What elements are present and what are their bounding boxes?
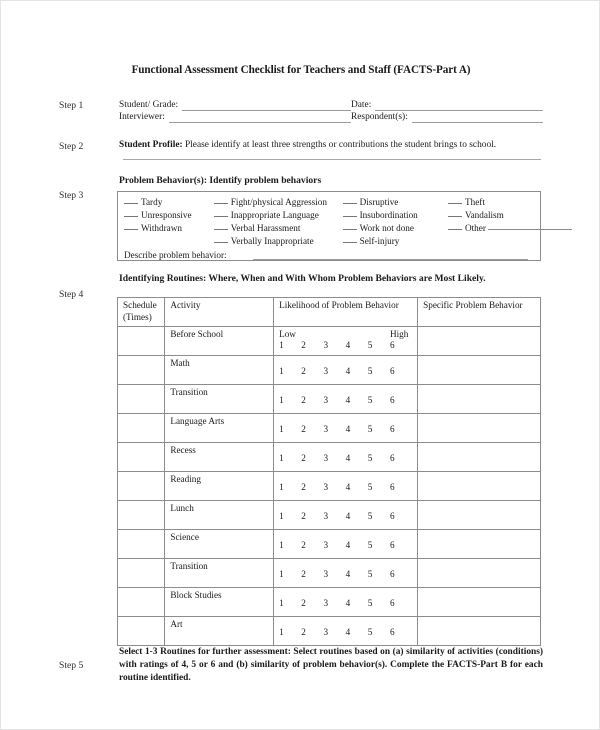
describe-behavior-input[interactable]	[253, 250, 528, 260]
behavior-label: Vandalism	[464, 210, 504, 221]
describe-behavior-row	[124, 250, 534, 260]
student-grade-input[interactable]	[182, 101, 351, 111]
behavior-item-insubordination[interactable]	[343, 209, 448, 222]
scale-anchor-labels	[279, 329, 412, 339]
specific-behavior-cell[interactable]	[418, 414, 541, 443]
interviewer-label: Interviewer:	[119, 112, 165, 122]
rating-option-6[interactable]: 6	[389, 482, 395, 492]
step-3-label: Step 3	[59, 190, 84, 201]
activity-cell: Math	[165, 356, 274, 385]
activity-cell: Reading	[165, 472, 274, 501]
rating-option-3[interactable]: 3	[323, 340, 329, 350]
rating-option-6[interactable]: 6	[389, 598, 395, 608]
checkbox-icon[interactable]	[343, 216, 357, 217]
student-profile-text: Please identify at least three strengths or contributions the student brings to school.	[184, 140, 497, 150]
rating-scale	[279, 627, 412, 637]
date-field[interactable]	[351, 100, 543, 111]
rating-option-4[interactable]: 4	[345, 482, 351, 492]
rating-option-2[interactable]: 2	[301, 453, 306, 463]
likelihood-cell[interactable]	[274, 588, 418, 617]
step-1-label: Step 1	[59, 100, 84, 111]
rating-option-3[interactable]: 3	[323, 395, 329, 405]
table-row	[118, 588, 541, 617]
behavior-item-theft[interactable]	[448, 196, 534, 209]
table-row	[118, 356, 541, 385]
schedule-cell[interactable]	[118, 530, 165, 559]
student-profile-heading: Student Profile:	[119, 140, 183, 150]
behavior-label: Verbal Harassment	[230, 223, 301, 234]
rating-option-1[interactable]: 1	[279, 395, 284, 405]
rating-option-6[interactable]: 6	[389, 511, 395, 521]
specific-behavior-cell[interactable]	[418, 501, 541, 530]
respondents-input[interactable]	[412, 113, 543, 123]
rating-option-2[interactable]: 2	[301, 366, 306, 376]
checkbox-icon[interactable]	[343, 203, 357, 204]
rating-option-4[interactable]: 4	[345, 340, 351, 350]
behavior-item-work-not-done[interactable]	[343, 222, 448, 235]
activity-cell: Transition	[165, 385, 274, 414]
behavior-item-withdrawn[interactable]	[124, 222, 214, 235]
describe-behavior-label: Describe problem behavior:	[124, 250, 227, 261]
routines-table-body	[118, 327, 541, 646]
rating-option-5[interactable]: 5	[367, 340, 373, 350]
rating-option-4[interactable]: 4	[345, 511, 351, 521]
checkbox-icon[interactable]	[214, 203, 228, 204]
rating-option-5[interactable]: 5	[367, 366, 373, 376]
identifying-routines-heading: Identifying Routines: Where, When and With Whom Problem Behaviors are Most Likely.	[119, 273, 486, 284]
behavior-label: Inappropriate Language	[230, 210, 319, 221]
rating-option-1[interactable]: 1	[279, 424, 284, 434]
likelihood-cell[interactable]	[274, 443, 418, 472]
rating-scale	[279, 482, 412, 492]
column-header-schedule	[118, 298, 165, 327]
specific-behavior-cell[interactable]	[418, 356, 541, 385]
rating-option-4[interactable]: 4	[345, 366, 351, 376]
behavior-item-tardy[interactable]	[124, 196, 214, 209]
likelihood-cell[interactable]	[274, 385, 418, 414]
rating-option-4[interactable]: 4	[345, 424, 351, 434]
activity-cell: Transition	[165, 559, 274, 588]
behavior-item-unresponsive[interactable]	[124, 209, 214, 222]
checkbox-icon[interactable]	[124, 203, 138, 204]
scale-spacer	[368, 329, 390, 339]
behavior-column-4	[448, 196, 534, 248]
likelihood-cell[interactable]	[274, 356, 418, 385]
behavior-column-2	[214, 196, 343, 248]
rating-option-4[interactable]: 4	[345, 395, 351, 405]
behavior-column-3	[343, 196, 448, 248]
rating-scale	[279, 511, 412, 521]
rating-option-6[interactable]: 6	[389, 453, 395, 463]
rating-scale	[279, 453, 412, 463]
activity-cell: Recess	[165, 443, 274, 472]
specific-behavior-cell[interactable]	[418, 588, 541, 617]
likelihood-cell[interactable]	[274, 414, 418, 443]
rating-option-3[interactable]: 3	[323, 482, 329, 492]
likelihood-cell[interactable]	[274, 617, 418, 646]
problem-behavior-box	[117, 191, 541, 261]
table-row	[118, 414, 541, 443]
rating-option-2[interactable]: 2	[301, 540, 306, 550]
scale-spacer	[301, 329, 323, 339]
rating-option-1[interactable]: 1	[279, 569, 284, 579]
specific-behavior-cell[interactable]	[418, 385, 541, 414]
rating-scale	[279, 569, 412, 579]
table-row	[118, 472, 541, 501]
routines-table-head	[118, 298, 541, 327]
rating-option-6[interactable]: 6	[389, 340, 395, 350]
rating-option-6[interactable]: 6	[389, 424, 395, 434]
step-2-label: Step 2	[59, 141, 84, 152]
checkbox-icon[interactable]	[214, 229, 228, 230]
behavior-label: Work not done	[359, 223, 414, 234]
step-5-label: Step 5	[59, 660, 84, 671]
rating-option-2[interactable]: 2	[301, 569, 306, 579]
specific-behavior-cell[interactable]	[418, 559, 541, 588]
rating-option-3[interactable]: 3	[323, 453, 329, 463]
behavior-item-verbally-inappropriate[interactable]	[214, 235, 343, 248]
schedule-cell[interactable]	[118, 356, 165, 385]
rating-option-6[interactable]: 6	[389, 627, 395, 637]
rating-option-5[interactable]: 5	[367, 540, 373, 550]
likelihood-cell[interactable]	[274, 472, 418, 501]
rating-option-2[interactable]: 2	[301, 340, 306, 350]
behavior-item-fight-physical-aggression[interactable]	[214, 196, 343, 209]
rating-option-3[interactable]: 3	[323, 424, 329, 434]
behavior-label: Unresponsive	[141, 210, 192, 221]
rating-option-1[interactable]: 1	[279, 482, 284, 492]
behavior-label: Verbally Inappropriate	[230, 236, 314, 247]
rating-option-5[interactable]: 5	[367, 424, 373, 434]
rating-option-1[interactable]: 1	[279, 340, 284, 350]
rating-option-5[interactable]: 5	[367, 395, 373, 405]
likelihood-cell[interactable]	[274, 501, 418, 530]
table-row	[118, 501, 541, 530]
schedule-cell[interactable]	[118, 617, 165, 646]
column-header-likelihood: Likelihood of Problem Behavior	[274, 298, 418, 327]
rating-option-1[interactable]: 1	[279, 366, 284, 376]
rating-option-3[interactable]: 3	[323, 598, 329, 608]
column-header-activity: Activity	[165, 298, 274, 327]
rating-option-6[interactable]: 6	[389, 540, 395, 550]
activity-cell: Science	[165, 530, 274, 559]
interviewer-field[interactable]	[119, 112, 351, 123]
rating-option-1[interactable]: 1	[279, 627, 284, 637]
rating-option-5[interactable]: 5	[367, 627, 373, 637]
rating-option-1[interactable]: 1	[279, 540, 284, 550]
rating-option-5[interactable]: 5	[367, 569, 373, 579]
checkbox-icon[interactable]	[343, 229, 357, 230]
schedule-header-line1: Schedule	[123, 300, 157, 310]
rating-option-4[interactable]: 4	[345, 569, 351, 579]
behavior-column-1	[124, 196, 214, 248]
rating-scale	[279, 540, 412, 550]
student-profile-input[interactable]	[123, 159, 541, 160]
rating-option-2[interactable]: 2	[301, 627, 306, 637]
behavior-label: Other	[464, 223, 486, 234]
rating-option-4[interactable]: 4	[345, 627, 351, 637]
checkbox-icon[interactable]	[343, 242, 357, 243]
behavior-label: Withdrawn	[141, 223, 182, 234]
rating-option-3[interactable]: 3	[323, 569, 329, 579]
checkbox-icon[interactable]	[448, 203, 462, 204]
respondents-field[interactable]	[351, 112, 543, 123]
scale-high-label: High	[389, 329, 409, 339]
schedule-cell[interactable]	[118, 414, 165, 443]
checkbox-icon[interactable]	[124, 216, 138, 217]
behavior-item-inappropriate-language[interactable]	[214, 209, 343, 222]
behavior-item-vandalism[interactable]	[448, 209, 534, 222]
rating-scale	[279, 598, 412, 608]
checkbox-icon[interactable]	[448, 216, 462, 217]
specific-behavior-cell[interactable]	[418, 443, 541, 472]
rating-option-1[interactable]: 1	[279, 511, 284, 521]
other-behavior-input[interactable]	[488, 229, 572, 230]
rating-option-3[interactable]: 3	[323, 511, 329, 521]
activity-cell: Art	[165, 617, 274, 646]
rating-option-2[interactable]: 2	[301, 482, 306, 492]
rating-option-4[interactable]: 4	[345, 598, 351, 608]
activity-cell: Language Arts	[165, 414, 274, 443]
respondents-label: Respondent(s):	[351, 112, 408, 122]
scale-spacer	[346, 329, 368, 339]
rating-scale	[279, 340, 412, 350]
table-row	[118, 443, 541, 472]
likelihood-cell[interactable]	[274, 327, 418, 356]
table-header-row	[118, 298, 541, 327]
student-grade-field[interactable]	[119, 100, 351, 111]
behavior-item-self-injury[interactable]	[343, 235, 448, 248]
rating-option-6[interactable]: 6	[389, 569, 395, 579]
page-title: Functional Assessment Checklist for Teachers and Staff (FACTS-Part A)	[131, 64, 471, 76]
behavior-item-other[interactable]	[448, 222, 534, 235]
interviewer-input[interactable]	[169, 113, 351, 123]
schedule-cell[interactable]	[118, 588, 165, 617]
schedule-cell[interactable]	[118, 327, 165, 356]
table-row	[118, 559, 541, 588]
rating-scale	[279, 366, 412, 376]
date-label: Date:	[351, 100, 372, 110]
step-1-row-2	[119, 112, 543, 123]
student-profile-instruction	[119, 140, 543, 150]
rating-option-3[interactable]: 3	[323, 627, 329, 637]
table-row	[118, 617, 541, 646]
schedule-cell[interactable]	[118, 385, 165, 414]
activity-cell: Before School	[165, 327, 274, 356]
specific-behavior-cell[interactable]	[418, 472, 541, 501]
table-row	[118, 530, 541, 559]
step-4-label: Step 4	[59, 289, 84, 300]
behavior-label: Theft	[464, 197, 485, 207]
behavior-label: Insubordination	[359, 210, 418, 221]
schedule-cell[interactable]	[118, 443, 165, 472]
rating-option-1[interactable]: 1	[279, 453, 284, 463]
checkbox-icon[interactable]	[124, 229, 138, 230]
student-grade-label: Student/ Grade:	[119, 100, 179, 110]
checkbox-icon[interactable]	[214, 216, 228, 217]
rating-option-2[interactable]: 2	[301, 424, 306, 434]
step-5-instruction: Select 1-3 Routines for further assessment: Select routines based on (a) similarity of activities (conditions) with ratings of 4, 5 or 6 and (b) similarity of problem behavior(s). Complete the FACTS-Part B for each routine identified.	[119, 647, 543, 683]
table-row	[118, 385, 541, 414]
specific-behavior-cell[interactable]	[418, 530, 541, 559]
specific-behavior-cell[interactable]	[418, 327, 541, 356]
schedule-cell[interactable]	[118, 559, 165, 588]
scale-low-label: Low	[279, 329, 296, 339]
rating-option-5[interactable]: 5	[367, 482, 373, 492]
table-row	[118, 327, 541, 356]
specific-behavior-cell[interactable]	[418, 617, 541, 646]
date-input[interactable]	[375, 101, 543, 111]
likelihood-cell[interactable]	[274, 559, 418, 588]
step-1-row-1	[119, 100, 543, 111]
activity-cell: Block Studies	[165, 588, 274, 617]
rating-option-5[interactable]: 5	[367, 598, 373, 608]
behavior-label: Fight/physical Aggression	[230, 197, 327, 207]
rating-option-5[interactable]: 5	[367, 511, 373, 521]
rating-option-6[interactable]: 6	[389, 366, 395, 376]
behavior-item-disruptive[interactable]	[343, 196, 448, 209]
rating-option-3[interactable]: 3	[323, 540, 329, 550]
rating-option-1[interactable]: 1	[279, 598, 284, 608]
likelihood-cell[interactable]	[274, 530, 418, 559]
scale-spacer	[323, 329, 345, 339]
rating-option-3[interactable]: 3	[323, 366, 329, 376]
rating-scale	[279, 395, 412, 405]
schedule-header-line2: (Times)	[123, 311, 152, 322]
rating-option-5[interactable]: 5	[367, 453, 373, 463]
schedule-cell[interactable]	[118, 501, 165, 530]
rating-option-2[interactable]: 2	[301, 395, 306, 405]
rating-option-4[interactable]: 4	[345, 540, 351, 550]
behavior-label: Tardy	[141, 197, 163, 207]
checkbox-icon[interactable]	[214, 242, 228, 243]
routines-table	[117, 297, 541, 646]
checkbox-icon[interactable]	[448, 229, 462, 230]
activity-cell: Lunch	[165, 501, 274, 530]
rating-scale	[279, 424, 412, 434]
rating-option-2[interactable]: 2	[301, 511, 306, 521]
problem-behavior-columns	[124, 196, 534, 248]
schedule-cell[interactable]	[118, 472, 165, 501]
behavior-item-verbal-harassment[interactable]	[214, 222, 343, 235]
rating-option-4[interactable]: 4	[345, 453, 351, 463]
problem-behavior-heading: Problem Behavior(s): Identify problem behaviors	[119, 175, 322, 186]
rating-option-6[interactable]: 6	[389, 395, 395, 405]
behavior-label: Disruptive	[359, 197, 399, 207]
behavior-label: Self-injury	[359, 236, 400, 247]
column-header-specific: Specific Problem Behavior	[418, 298, 541, 327]
rating-option-2[interactable]: 2	[301, 598, 306, 608]
